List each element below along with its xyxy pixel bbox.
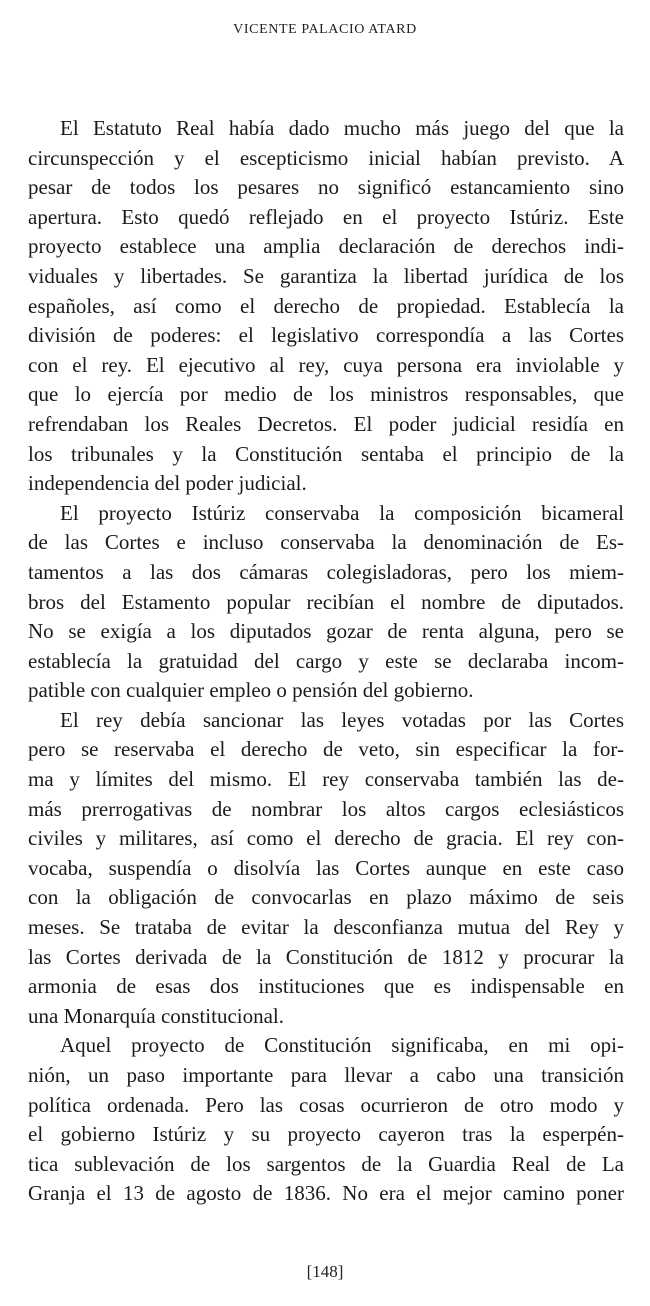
text-line: viduales y libertades. Se garantiza la libertad jurídica de los: [28, 263, 624, 288]
text-line: Aquel proyecto de Constitución significaba, en mi opi-: [60, 1033, 624, 1058]
text-line: independencia del poder judicial.: [28, 471, 307, 496]
text-line: ma y límites del mismo. El rey conservaba también las de-: [28, 767, 624, 792]
text-line: más prerrogativas de nombrar los altos cargos eclesiásticos: [28, 796, 624, 821]
text-line: división de poderes: el legislativo correspondía a las Cortes: [28, 323, 624, 348]
text-line: meses. Se trataba de evitar la desconfianza mutua del Rey y: [28, 915, 624, 940]
text-line: El proyecto Istúriz conservaba la composición bicameral: [60, 500, 624, 525]
paragraph: [28, 706, 624, 1032]
text-line: apertura. Esto quedó reflejado en el proyecto Istúriz. Este: [28, 204, 624, 229]
body-text: [28, 114, 624, 1209]
text-line: pero se reservaba el derecho de veto, sin especificar la for-: [28, 737, 624, 762]
running-head: VICENTE PALACIO ATARD: [233, 22, 417, 37]
text-line: refrendaban los Reales Decretos. El poder judicial residía en: [28, 411, 624, 436]
text-line: los tribunales y la Constitución sentaba el principio de la: [28, 441, 624, 466]
text-line: nión, un paso importante para llevar a cabo una transición: [28, 1063, 624, 1087]
text-line: pesar de todos los pesares no significó estancamiento sino: [28, 175, 624, 200]
text-line: establecía la gratuidad del cargo y este se declaraba incom-: [28, 648, 624, 673]
text-line: con el rey. El ejecutivo al rey, cuya persona era inviolable y: [28, 352, 624, 377]
text-line: el gobierno Istúriz y su proyecto cayeron tras la esperpén-: [28, 1122, 624, 1147]
text-line: españoles, así como el derecho de propiedad. Establecía la: [28, 293, 624, 318]
paragraph: [28, 114, 624, 499]
text-line: proyecto establece una amplia declaración de derechos indi-: [28, 234, 624, 259]
paragraph: [28, 499, 624, 706]
text-line: armonia de esas dos instituciones que es indispensable en: [28, 974, 624, 999]
text-line: No se exigía a los diputados gozar de renta alguna, pero se: [28, 619, 624, 644]
text-line: bros del Estamento popular recibían el nombre de diputados.: [28, 589, 624, 614]
page-number: [148]: [306, 1262, 344, 1281]
text-line: una Monarquía constitucional.: [28, 1003, 285, 1028]
text-line: de las Cortes e incluso conservaba la denominación de Es-: [28, 530, 624, 555]
text-line: civiles y militares, así como el derecho de gracia. El rey con-: [28, 826, 624, 851]
text-line: patible con cualquier empleo o pensión del gobierno.: [28, 678, 474, 703]
text-line: tamentos a las dos cámaras colegisladoras, pero los miem-: [28, 559, 624, 584]
text-line: Granja el 13 de agosto de 1836. No era el mejor camino poner: [28, 1181, 624, 1206]
text-line: vocaba, suspendía o disolvía las Cortes aunque en este caso: [28, 855, 624, 880]
paragraph: [28, 1031, 624, 1209]
text-line: con la obligación de convocarlas en plazo máximo de seis: [28, 885, 624, 910]
text-line: tica sublevación de los sargentos de la Guardia Real de La: [28, 1151, 624, 1176]
text-line: El Estatuto Real había dado mucho más juego del que la: [60, 116, 624, 140]
text-line: El rey debía sancionar las leyes votadas por las Cortes: [60, 707, 624, 732]
text-line: circunspección y el escepticismo inicial habían previsto. A: [28, 145, 624, 170]
text-line: las Cortes derivada de la Constitución de 1812 y procurar la: [28, 944, 624, 969]
text-line: que lo ejercía por medio de los ministros responsables, que: [28, 382, 624, 407]
text-line: política ordenada. Pero las cosas ocurrieron de otro modo y: [28, 1092, 624, 1117]
